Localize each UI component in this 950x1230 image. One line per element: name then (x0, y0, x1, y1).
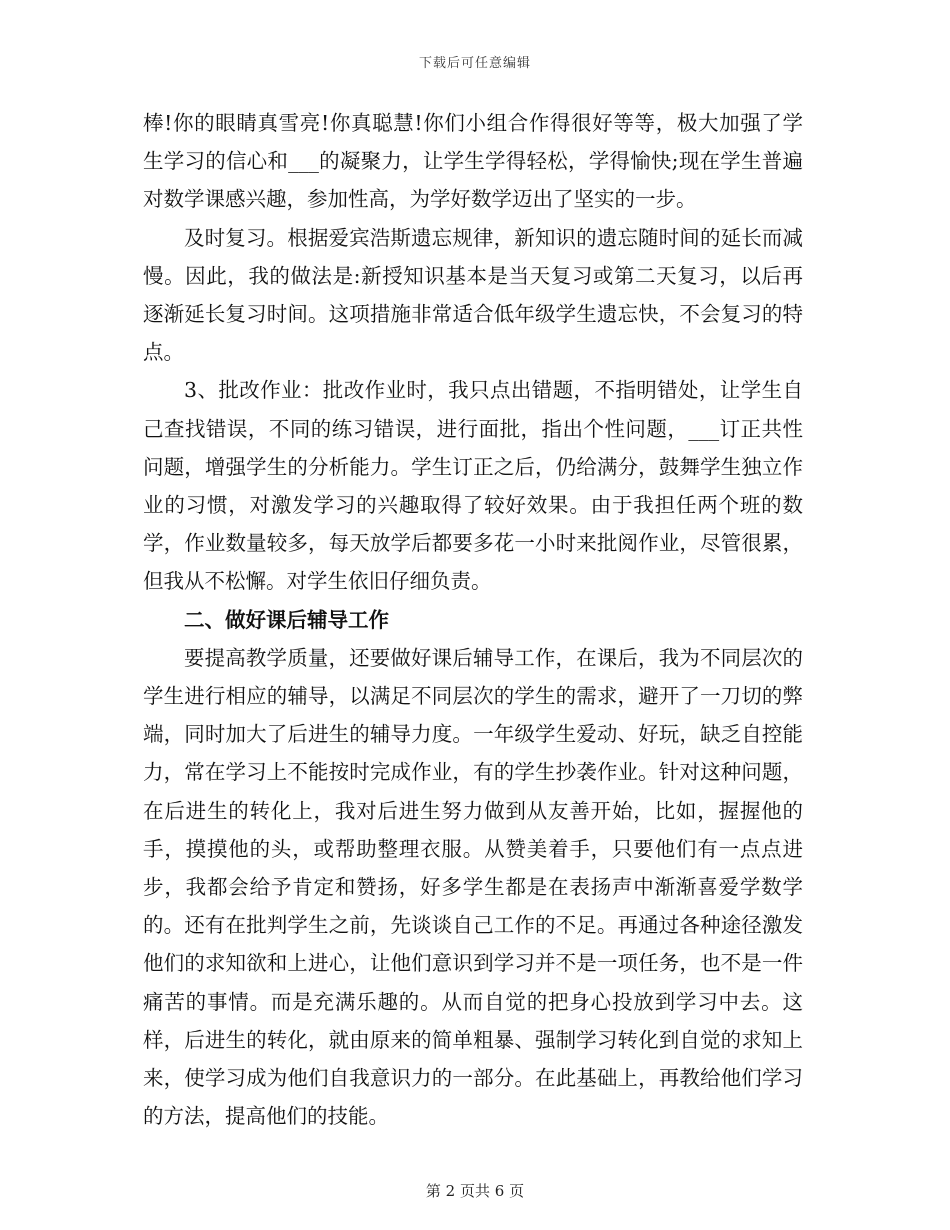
document-body (143, 104, 803, 1135)
section-heading: 二、做好课后辅导工作 (184, 607, 389, 632)
page-header: 下载后可任意编辑 (418, 56, 531, 71)
paragraph-tutoring: 要提高教学质量，还要做好课后辅导工作，在课后，我为不同层次的学生进行相应的辅导，以满足不同层次的学生的需求，避开了一刀切的弊端，同时加大了后进生的辅导力度。一年级学生爱动、好玩，缺乏自控能力，常在学习上不能按时完成作业，有的学生抄袭作业。针对这种问题，在后进生的转化上，我对后进生努力做到从友善开始，比如，握握他的手，摸摸他的头，或帮助整理衣服。从赞美着手，只要他们有一点点进步，我都会给予肯定和赞扬，好多学生都是在表扬声中渐渐喜爱学数学的。还有在批判学生之前，先谈谈自己工作的不足。再通过各种途径激发他们的求知欲和上进心，让他们意识到学习并不是一项任务，也不是一件痛苦的事情。而是充满乐趣的。从而自觉的把身心投放到学习中去。这样，后进生的转化，就由原来的简单粗暴、强制学习转化到自觉的求知上来，使学习成为他们自我意识力的一部分。在此基础上，再教给他们学习的方法，提高他们的技能。 (143, 645, 803, 1129)
paragraph-review: 及时复习。根据爱宾浩斯遗忘规律，新知识的遗忘随时间的延长而减慢。因此，我的做法是:新授知识基本是当天复习或第二天复习，以后再逐渐延长复习时间。这项措施非常适合低年级学生遗忘快，不会复习的特点。 (143, 225, 803, 365)
page-footer: 第 2 页共 6 页 (425, 1182, 525, 1200)
paragraph-continuation: 棒!你的眼睛真雪亮!你真聪慧!你们小组合作得很好等等，极大加强了学生学习的信心和___的凝聚力，让学生学得轻松，学得愉快;现在学生普遍对数学课感兴趣，参加性高，为学好数学迈出了坚实的一步。 (143, 111, 803, 212)
paragraph-homework-correction: 3、批改作业：批改作业时，我只点出错题，不指明错处，让学生自己查找错误，不同的练习错误，进行面批，指出个性问题，___订正共性问题，增强学生的分析能力。学生订正之后，仍给满分，鼓舞学生独立作业的习惯，对激发学习的兴趣取得了较好效果。由于我担任两个班的数学，作业数量较多，每天放学后都要多花一小时来批阅作业，尽管很累，但我从不松懈。对学生依旧仔细负责。 (143, 378, 803, 594)
